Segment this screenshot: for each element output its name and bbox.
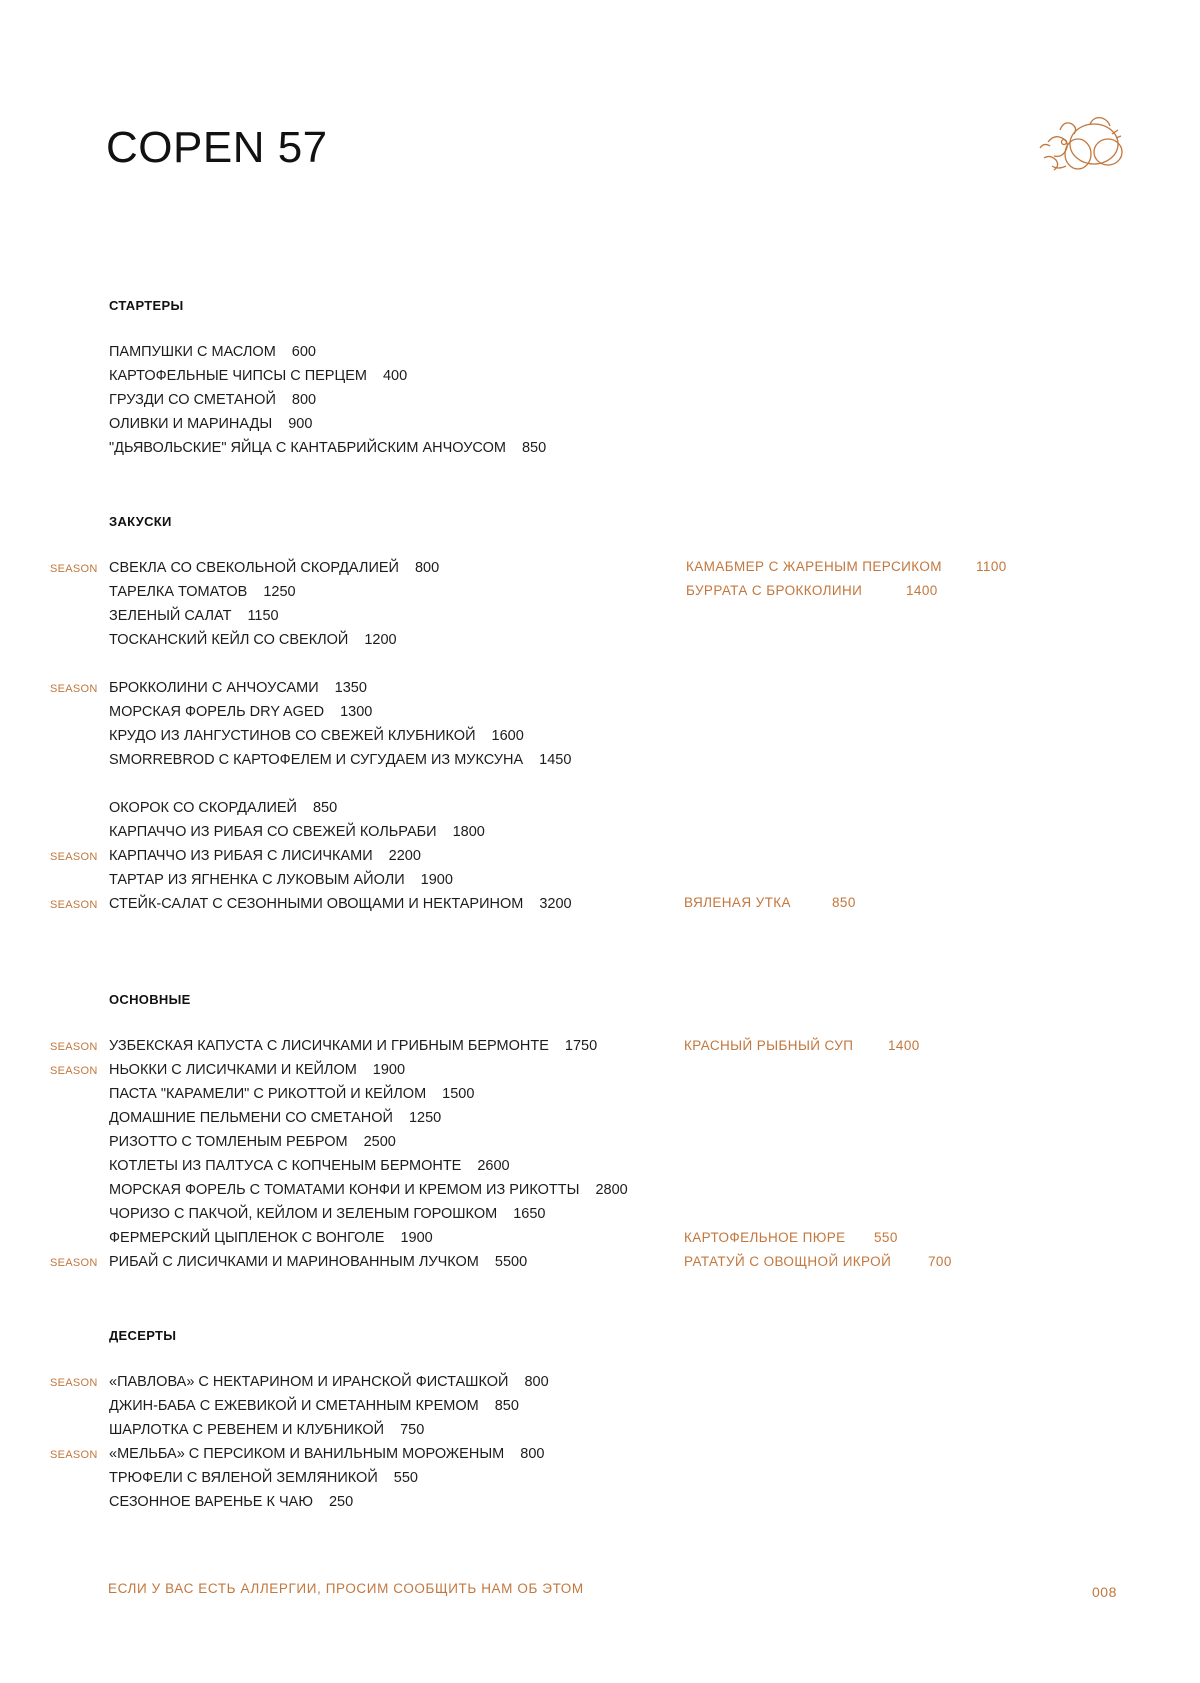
special-item-price: 700: [928, 1254, 952, 1269]
special-item: [686, 555, 1007, 579]
menu-item-name: ШАРЛОТКА С РЕВЕНЕМ И КЛУБНИКОЙ 750: [109, 1422, 425, 1438]
menu-item-price: 250: [328, 1494, 354, 1510]
menu-item-price: 2600: [477, 1158, 510, 1174]
menu-item-price: 1350: [334, 680, 367, 696]
menu-item-name: МОРСКАЯ ФОРЕЛЬ DRY AGED 1300: [109, 704, 373, 720]
menu-item-name: КРУДО ИЗ ЛАНГУСТИНОВ СО СВЕЖЕЙ КЛУБНИКОЙ 1600: [109, 728, 524, 744]
menu-item-price: 1200: [364, 632, 397, 648]
menu-item-price: 1250: [408, 1110, 442, 1126]
menu-item-price: 1900: [372, 1062, 406, 1078]
menu-item-name: КАРПАЧЧО ИЗ РИБАЯ СО СВЕЖЕЙ КОЛЬРАБИ 1800: [109, 824, 485, 840]
menu-item-price: 400: [382, 368, 408, 384]
menu-item-name: «МЕЛЬБА» С ПЕРСИКОМ И ВАНИЛЬНЫМ МОРОЖЕНЫМ 800: [109, 1446, 545, 1462]
menu-item-name: SMORREBROD С КАРТОФЕЛЕМ И СУГУДАЕМ ИЗ МУКСУНА 1450: [109, 752, 572, 768]
page-title: COPEN 57: [106, 123, 328, 172]
menu-item-name: КАРПАЧЧО ИЗ РИБАЯ С ЛИСИЧКАМИ 2200: [109, 848, 421, 864]
menu-item-price: 850: [521, 440, 547, 456]
menu-item-name: НЬОККИ С ЛИСИЧКАМИ И КЕЙЛОМ 1900: [109, 1062, 406, 1078]
menu-item-name: ТОСКАНСКИЙ КЕЙЛ СО СВЕКЛОЙ 1200: [109, 632, 397, 648]
season-badge: SEASON: [50, 1041, 98, 1053]
season-badge: SEASON: [50, 1257, 98, 1269]
menu-item-price: 1900: [400, 1230, 433, 1246]
menu-item-price: 5500: [494, 1254, 528, 1270]
menu-item-price: 3200: [539, 896, 572, 912]
menu-item-name: ФЕРМЕРСКИЙ ЦЫПЛЕНОК С ВОНГОЛЕ 1900: [109, 1230, 433, 1246]
menu-item-name: ТАРЕЛКА ТОМАТОВ 1250: [109, 584, 296, 600]
menu-item-name: ОЛИВКИ И МАРИНАДЫ 900: [109, 416, 313, 432]
menu-item-name: СТЕЙК-САЛАТ С СЕЗОННЫМИ ОВОЩАМИ И НЕКТАРИНОМ 3200: [109, 896, 572, 912]
special-item: [684, 1226, 898, 1250]
menu-item-name: ТАРТАР ИЗ ЯГНЕНКА С ЛУКОВЫМ АЙОЛИ 1900: [109, 872, 453, 888]
menu-item-price: 550: [393, 1470, 418, 1486]
season-badge: SEASON: [50, 563, 98, 575]
menu-item-name: МОРСКАЯ ФОРЕЛЬ С ТОМАТАМИ КОНФИ И КРЕМОМ ИЗ РИКОТТЫ 2800: [109, 1182, 628, 1198]
special-item-name: БУРРАТА С БРОККОЛИНИ: [686, 583, 863, 598]
menu-item-name: ТРЮФЕЛИ С ВЯЛЕНОЙ ЗЕМЛЯНИКОЙ 550: [109, 1470, 418, 1486]
menu-item-price: 1500: [442, 1086, 475, 1102]
menu-item-price: 750: [400, 1422, 425, 1438]
special-item: [684, 891, 856, 915]
menu-item-price: 900: [288, 416, 313, 432]
menu-item-name: «ПАВЛОВА» С НЕКТАРИНОМ И ИРАНСКОЙ ФИСТАШКОЙ 800: [109, 1374, 549, 1390]
menu-item-price: 1600: [491, 728, 524, 744]
menu-item-price: 800: [524, 1374, 549, 1390]
menu-item-name: РИБАЙ С ЛИСИЧКАМИ И МАРИНОВАННЫМ ЛУЧКОМ 5500: [109, 1254, 528, 1270]
menu-item-price: 800: [291, 392, 317, 408]
menu-item-name: КАРТОФЕЛЬНЫЕ ЧИПСЫ С ПЕРЦЕМ 400: [109, 368, 408, 384]
menu-item-price: 800: [414, 560, 440, 576]
season-badge: SEASON: [50, 1449, 98, 1461]
season-badge: SEASON: [50, 851, 98, 863]
season-badge: SEASON: [50, 899, 98, 911]
menu-item-name: БРОККОЛИНИ С АНЧОУСАМИ 1350: [109, 680, 367, 696]
special-item-name: КРАСНЫЙ РЫБНЫЙ СУП: [684, 1038, 854, 1053]
menu-item-price: 850: [494, 1398, 519, 1414]
season-badge: SEASON: [50, 1065, 98, 1077]
section-title-appetizers: ЗАКУСКИ: [109, 514, 172, 529]
special-item: [684, 1250, 952, 1274]
menu-item-name: РИЗОТТО С ТОМЛЕНЫМ РЕБРОМ 2500: [109, 1134, 396, 1150]
menu-item-price: 1900: [420, 872, 453, 888]
menu-item-name: КОТЛЕТЫ ИЗ ПАЛТУСА С КОПЧЕНЫМ БЕРМОНТЕ 2600: [109, 1158, 510, 1174]
special-item: [684, 1034, 920, 1058]
section-title-mains: ОСНОВНЫЕ: [109, 992, 191, 1007]
menu-item-name: ЗЕЛЕНЫЙ САЛАТ 1150: [109, 608, 279, 624]
special-item-price: 1400: [906, 583, 938, 598]
menu-item-name: СЕЗОННОЕ ВАРЕНЬЕ К ЧАЮ 250: [109, 1494, 354, 1510]
menu-item-name: ДЖИН-БАБА С ЕЖЕВИКОЙ И СМЕТАННЫМ КРЕМОМ 850: [109, 1398, 519, 1414]
menu-item-name: СВЕКЛА СО СВЕКОЛЬНОЙ СКОРДАЛИЕЙ 800: [109, 560, 440, 576]
menu-item-name: ОКОРОК СО СКОРДАЛИЕЙ 850: [109, 800, 338, 816]
menu-item-price: 600: [291, 344, 316, 360]
special-item-price: 1100: [976, 559, 1007, 574]
menu-item-price: 850: [312, 800, 338, 816]
special-item: [686, 579, 938, 603]
special-item-name: КАМАБМЕР С ЖАРЕНЫМ ПЕРСИКОМ: [686, 559, 942, 574]
menu-item-name: ПАСТА "КАРАМЕЛИ" С РИКОТТОЙ И КЕЙЛОМ 1500: [109, 1086, 475, 1102]
menu-item-price: 1300: [340, 704, 373, 720]
menu-item-price: 1450: [539, 752, 572, 768]
menu-item-price: 2200: [388, 848, 421, 864]
season-badge: SEASON: [50, 683, 98, 695]
menu-item-name: ЧОРИЗО С ПАКЧОЙ, КЕЙЛОМ И ЗЕЛЕНЫМ ГОРОШКОМ 1650: [109, 1206, 546, 1222]
menu-item-name: ДОМАШНИЕ ПЕЛЬМЕНИ СО СМЕТАНОЙ 1250: [109, 1110, 442, 1126]
page-number: 008: [1092, 1584, 1117, 1600]
menu-item-price: 2500: [363, 1134, 396, 1150]
section-title-desserts: ДЕСЕРТЫ: [109, 1328, 177, 1343]
menu-item-name: УЗБЕКСКАЯ КАПУСТА С ЛИСИЧКАМИ И ГРИБНЫМ БЕРМОНТЕ 1750: [109, 1038, 598, 1054]
menu-item-price: 1750: [564, 1038, 598, 1054]
menu-item-price: 1650: [513, 1206, 546, 1222]
special-item-name: КАРТОФЕЛЬНОЕ ПЮРЕ: [684, 1230, 846, 1245]
menu-item-price: 800: [520, 1446, 545, 1462]
special-item-price: 550: [874, 1230, 898, 1245]
special-item-name: РАТАТУЙ С ОВОЩНОЙ ИКРОЙ: [684, 1254, 892, 1269]
menu-item-name: ГРУЗДИ СО СМЕТАНОЙ 800: [109, 392, 317, 408]
special-item-price: 850: [832, 895, 856, 910]
special-item-name: ВЯЛЕНАЯ УТКА: [684, 895, 791, 910]
menu-item-price: 1250: [263, 584, 296, 600]
cook-with-food-line-drawing-icon: [1030, 108, 1126, 184]
menu-item-name: "ДЬЯВОЛЬСКИЕ" ЯЙЦА С КАНТАБРИЙСКИМ АНЧОУСОМ 850: [109, 440, 547, 456]
section-title-starters: СТАРТЕРЫ: [109, 298, 184, 313]
menu-item-name: ПАМПУШКИ С МАСЛОМ 600: [109, 344, 316, 360]
menu-item-price: 1800: [452, 824, 485, 840]
season-badge: SEASON: [50, 1377, 98, 1389]
menu-item-price: 2800: [595, 1182, 628, 1198]
special-item-price: 1400: [888, 1038, 920, 1053]
menu-item-price: 1150: [247, 608, 279, 624]
allergy-note: ЕСЛИ У ВАС ЕСТЬ АЛЛЕРГИИ, ПРОСИМ СООБЩИТЬ НАМ ОБ ЭТОМ: [108, 1581, 584, 1596]
